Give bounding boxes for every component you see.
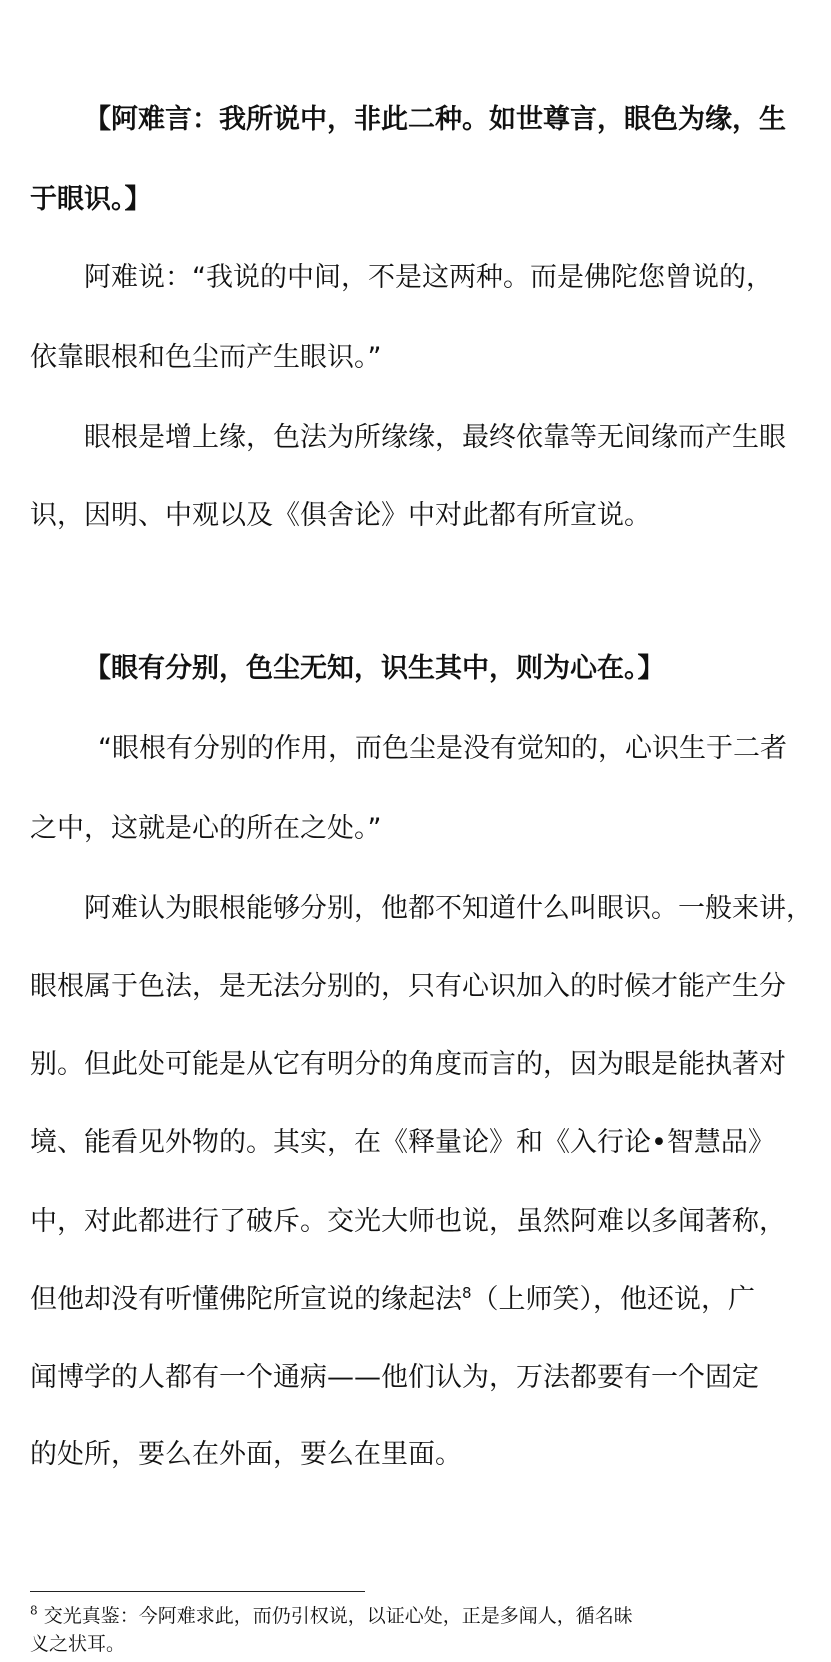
paragraph-text-continuation: （上师笑），他还说，广 bbox=[471, 1284, 756, 1315]
footnote-marker: 8 bbox=[30, 1603, 38, 1618]
section-1-heading-line-2: 于眼识。】 bbox=[30, 184, 152, 215]
footnote-separator bbox=[30, 1591, 365, 1592]
footnote-text: 交光真鉴：今阿难求此，而仍引权说，以证心处，正是多闻人，循名昧 bbox=[43, 1605, 633, 1627]
paragraph-line: 眼根是增上缘，色法为所缘缘，最终依靠等无间缘而产生眼 bbox=[84, 422, 786, 453]
paragraph-text: 但他却没有听懂佛陀所宣说的缘起法 bbox=[30, 1284, 462, 1315]
paragraph-line: 识，因明、中观以及《俱舍论》中对此都有所宣说。 bbox=[30, 500, 651, 531]
paragraph-line: 依靠眼根和色尘而产生眼识。” bbox=[30, 342, 382, 373]
footnote-line-2: 义之状耳。 bbox=[30, 1633, 126, 1655]
paragraph-line: “眼根有分别的作用，而色尘是没有觉知的，心识生于二者 bbox=[98, 733, 787, 764]
paragraph-line: 闻博学的人都有一个通病——他们认为，万法都要有一个固定 bbox=[30, 1362, 759, 1393]
paragraph-line: 眼根属于色法，是无法分别的，只有心识加入的时候才能产生分 bbox=[30, 971, 786, 1002]
paragraph-line: 之中，这就是心的所在之处。” bbox=[30, 813, 382, 844]
paragraph-line: 中，对此都进行了破斥。交光大师也说，虽然阿难以多闻著称， bbox=[30, 1206, 786, 1237]
paragraph-line: 阿难说：“我说的中间，不是这两种。而是佛陀您曾说的， bbox=[84, 262, 773, 293]
section-2-heading: 【眼有分别，色尘无知，识生其中，则为心在。】 bbox=[84, 653, 665, 684]
paragraph-line-with-footnote bbox=[30, 1283, 755, 1317]
section-1-heading-line-1: 【阿难言：我所说中，非此二种。如世尊言，眼色为缘，生 bbox=[84, 104, 786, 135]
paragraph-line: 别。但此处可能是从它有明分的角度而言的，因为眼是能执著对 bbox=[30, 1049, 786, 1080]
paragraph-line: 阿难认为眼根能够分别，他都不知道什么叫眼识。一般来讲， bbox=[84, 893, 813, 924]
paragraph-line: 的处所，要么在外面，要么在里面。 bbox=[30, 1439, 462, 1470]
paragraph-line: 境、能看见外物的。其实，在《释量论》和《入行论•智慧品》 bbox=[30, 1127, 775, 1158]
footnote-line-1 bbox=[30, 1603, 633, 1629]
footnote-reference[interactable]: 8 bbox=[462, 1284, 472, 1302]
